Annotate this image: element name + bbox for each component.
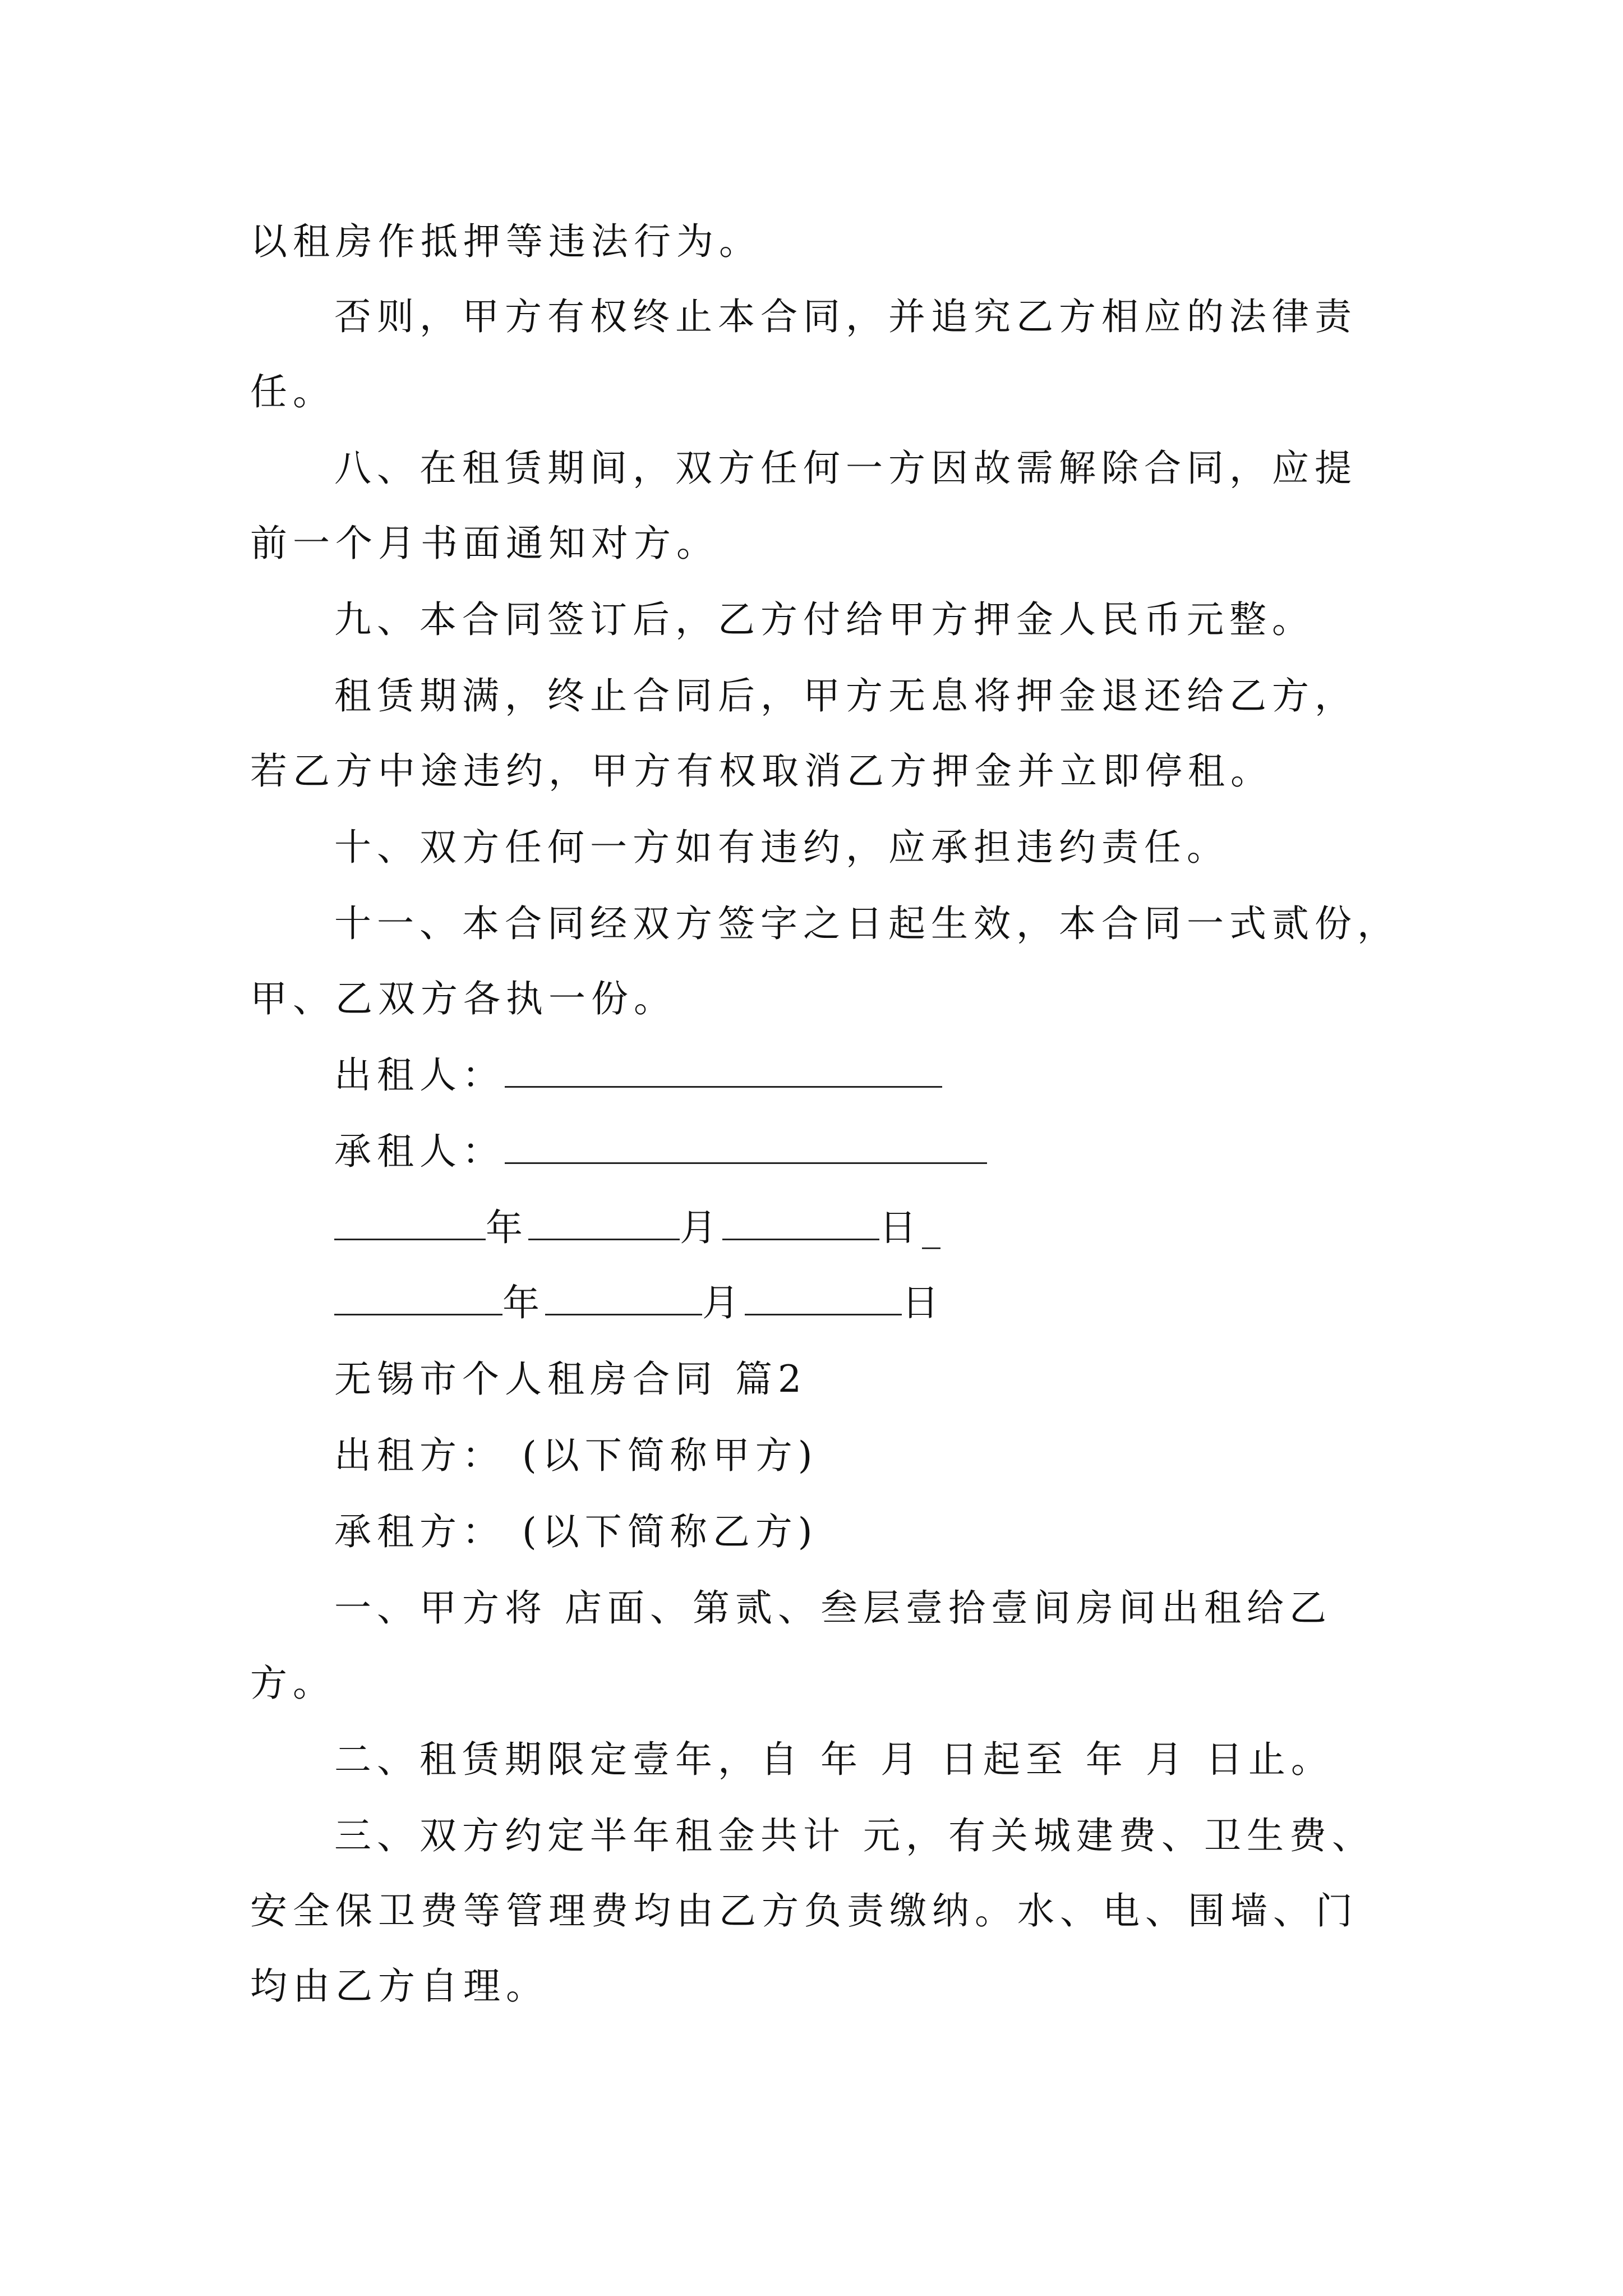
lessor-party-line: 出租方： (以下简称甲方) (334, 1434, 818, 1477)
paragraph-line: 九、本合同签订后，乙方付给甲方押金人民币元整。 (334, 598, 1315, 641)
lessee-party-line: 承租方： (以下简称乙方) (334, 1510, 818, 1553)
year-field[interactable] (334, 1209, 486, 1240)
lessee-signature-field[interactable] (505, 1133, 987, 1164)
day-label: 日 (879, 1206, 922, 1249)
year-field[interactable] (334, 1285, 502, 1315)
month-field[interactable] (545, 1285, 702, 1315)
paragraph-line: 租赁期满，终止合同后，甲方无息将押金退还给乙方， (334, 674, 1357, 717)
paragraph-line: 均由乙方自理。 (250, 1964, 548, 2008)
year-label: 年 (486, 1206, 528, 1249)
lessee-signature-line (334, 1126, 987, 1177)
month-label: 月 (680, 1206, 722, 1249)
paragraph-line: 前一个月书面通知对方。 (250, 522, 719, 565)
month-field[interactable] (528, 1209, 680, 1240)
paragraph-line: 二、租赁期限定壹年，自 年 月 日起至 年 月 日止。 (334, 1738, 1334, 1781)
lessor-label: 出租人： (334, 1053, 505, 1097)
day-field[interactable] (722, 1209, 879, 1240)
paragraph-line: 三、双方约定半年租金共计 元，有关城建费、卫生费、 (334, 1814, 1375, 1857)
day-label: 日 (902, 1281, 944, 1324)
date-line-1 (334, 1203, 946, 1253)
paragraph-line: 方。 (250, 1662, 335, 1705)
paragraph-line: 甲、乙双方各执一份。 (250, 977, 676, 1020)
trailing-underscore: _ (922, 1206, 946, 1249)
year-label: 年 (502, 1281, 545, 1324)
section-title: 无锡市个人租房合同 篇2 (334, 1358, 807, 1401)
paragraph-line: 否则，甲方有权终止本合同，并追究乙方相应的法律责 (334, 295, 1357, 338)
lessor-signature-field[interactable] (505, 1057, 942, 1088)
month-label: 月 (702, 1281, 745, 1324)
paragraph-line: 任。 (250, 370, 335, 413)
paragraph-line: 八、在租赁期间，双方任何一方因故需解除合同，应提 (334, 447, 1357, 490)
date-line-2 (334, 1278, 944, 1328)
paragraph-line: 安全保卫费等管理费均由乙方负责缴纳。水、电、围墙、门 (250, 1889, 1358, 1932)
paragraph-line: 若乙方中途违约，甲方有权取消乙方押金并立即停租。 (250, 749, 1273, 793)
paragraph-line: 十、双方任何一方如有违约，应承担违约责任。 (334, 826, 1229, 869)
paragraph-line: 以租房作抵押等违法行为。 (250, 220, 762, 263)
paragraph-line: 十一、本合同经双方签字之日起生效，本合同一式贰份， (334, 902, 1400, 945)
day-field[interactable] (745, 1285, 902, 1315)
paragraph-line: 一、甲方将 店面、第贰、叁层壹拾壹间房间出租给乙 (334, 1586, 1332, 1630)
lessor-signature-line (334, 1050, 942, 1101)
lessee-label: 承租人： (334, 1130, 505, 1173)
